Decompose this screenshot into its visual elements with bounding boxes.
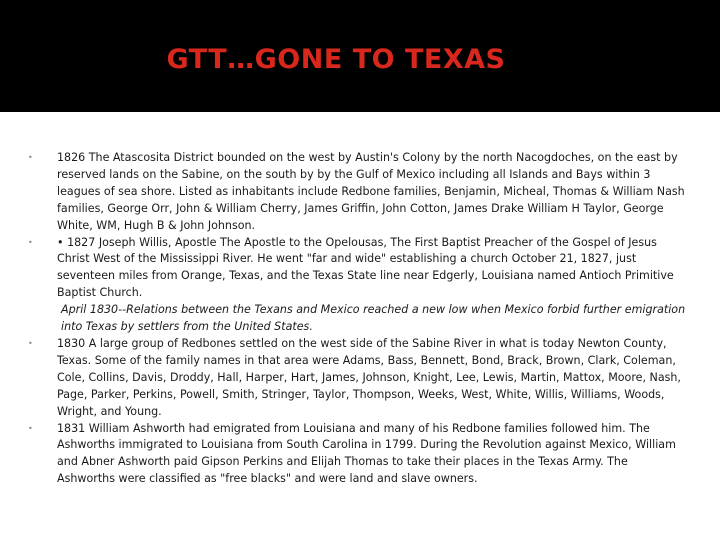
bullet-list xyxy=(28,150,688,488)
bullet-icon: • xyxy=(28,338,33,348)
bullet-icon: • xyxy=(28,237,33,247)
item-text: • 1827 Joseph Willis, Apostle The Apostle to the Opelousas, The First Baptist Preacher of the Gospel of Jesus Christ West of the Mississippi River. He went "far and wide" establishing a church October 21, 1827, just seventeen miles from Orange, Texas, and the Texas State line near Edgerly, Louisiana named Antioch Primitive Baptist Church. xyxy=(57,235,674,300)
list-item xyxy=(28,235,688,336)
item-text: 1830 A large group of Redbones settled on the west side of the Sabine River in what is today Newton County, Texas. Some of the family names in that area were Adams, Bass, Bennett, Bond, Brack, Brown, Clark, Coleman, Cole, Collins, Davis, Droddy, Hall, Harper, Hart, James, Johnson, Knight, Lee, Lewis, Martin, Mattox, Moore, Nash, Page, Parker, Perkins, Powell, Smith, Stringer, Taylor, Thompson, Weeks, West, White, Willis, Williams, Woods, Wright, and Young. xyxy=(57,336,681,418)
title-band xyxy=(0,0,720,112)
item-italic-note: April 1830--Relations between the Texans and Mexico reached a new low when Mexico forbid further emigration into Texas by settlers from the United States. xyxy=(61,303,686,334)
bullet-icon: • xyxy=(28,423,33,433)
list-item xyxy=(28,336,688,421)
bullet-icon: • xyxy=(28,153,33,162)
list-item xyxy=(28,150,688,235)
slide-title: GTT…GONE TO TEXAS xyxy=(166,44,506,75)
item-text: 1831 William Ashworth had emigrated from Louisiana and many of his Redbone families followed him. The Ashworths immigrated to Louisiana from South Carolina in 1799. During the Revolution against Mexico, William and Abner Ashworth paid Gipson Perkins and Elijah Thomas to take their places in the Texas Army. The Ashworths were classified as "free blacks" and were land and slave owners. xyxy=(57,421,676,486)
item-text: 1826 The Atascosita District bounded on the west by Austin's Colony by the north Nacogdoches, on the east by reserved lands on the Sabine, on the south by by the Gulf of Mexico including all Islands and Bays within 3 leagues of sea shore. Listed as inhabitants include Redbone families, Benjamin, Micheal, Thomas & William Nash families, George Orr, John & William Cherry, James Griffin, John Cotton, James Drake William H Taylor, George White, WM, Hugh B & John Johnson. xyxy=(57,151,685,232)
list-item xyxy=(28,421,688,489)
